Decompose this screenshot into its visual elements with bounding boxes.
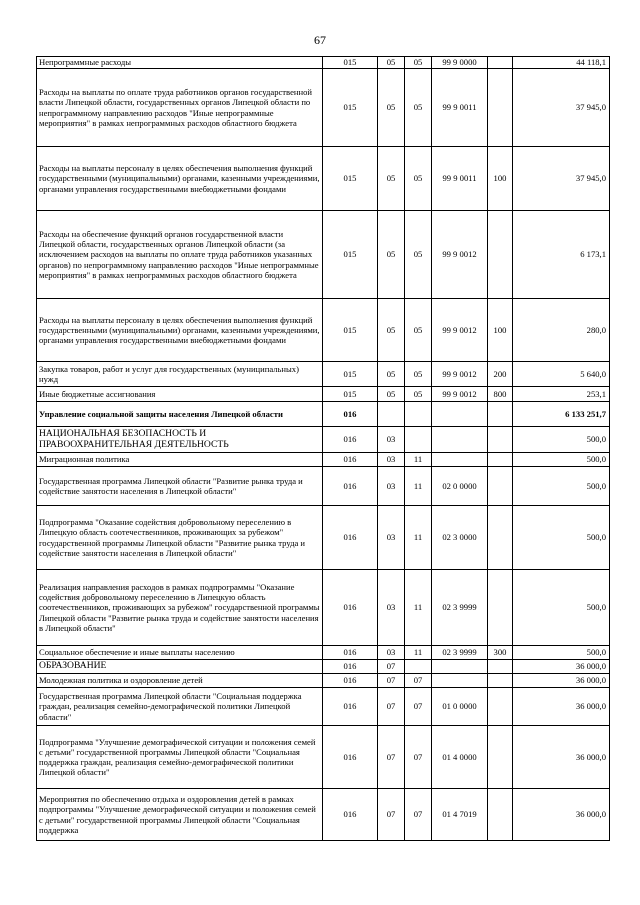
table-row bbox=[37, 387, 610, 402]
section-code-cell: 03 bbox=[378, 646, 405, 660]
amount-cell: 37 945,0 bbox=[513, 147, 610, 211]
section-code-cell: 07 bbox=[378, 660, 405, 674]
subsection-code-cell: 05 bbox=[405, 387, 432, 402]
table-row bbox=[37, 147, 610, 211]
subsection-code-cell bbox=[405, 427, 432, 453]
expense-type-cell bbox=[488, 726, 513, 789]
section-code-cell: 05 bbox=[378, 299, 405, 362]
row-name-cell: Иные бюджетные ассигнования bbox=[37, 387, 323, 402]
row-name-cell: Подпрограмма "Оказание содействия добровольному переселению в Липецкую область соотечественников, проживающих за рубежом" государственной программы Липецкой области "Развитие рынка труда и содействие занятости населения в Липецкой области" bbox=[37, 506, 323, 570]
amount-cell: 253,1 bbox=[513, 387, 610, 402]
table-row bbox=[37, 674, 610, 688]
section-code-cell: 05 bbox=[378, 147, 405, 211]
row-name-cell: ОБРАЗОВАНИЕ bbox=[37, 660, 323, 674]
ministry-code-cell: 016 bbox=[323, 427, 378, 453]
row-name-cell: Реализация направления расходов в рамках подпрограммы "Оказание содействия добровольному переселению в Липецкую область соотечественников, проживающих за рубежом" государственной программы Липецкой области "Развитие рынка труда и содействие занятости населения в Липецкой области" bbox=[37, 570, 323, 646]
row-name-cell: Миграционная политика bbox=[37, 453, 323, 467]
row-name-cell: Расходы на выплаты персоналу в целях обеспечения выполнения функций государственными (муниципальными) органами, казенными учреждениями, органами управления государственными внебюджетными фондами bbox=[37, 299, 323, 362]
ministry-code-cell: 015 bbox=[323, 387, 378, 402]
target-article-cell bbox=[432, 402, 488, 427]
target-article-cell: 02 3 9999 bbox=[432, 570, 488, 646]
section-code-cell: 05 bbox=[378, 362, 405, 387]
section-code-cell: 03 bbox=[378, 427, 405, 453]
subsection-code-cell bbox=[405, 660, 432, 674]
table-row bbox=[37, 570, 610, 646]
table-row bbox=[37, 453, 610, 467]
expense-type-cell bbox=[488, 789, 513, 841]
row-name-cell: Расходы на обеспечение функций органов государственной власти Липецкой области, государственных органов Липецкой области (за исключением расходов на выплаты по оплате труда работников указанных органов) по непрограммному направлению расходов "Иные непрограммные мероприятия" в рамках непрограммных расходов областного бюджета bbox=[37, 211, 323, 299]
amount-cell: 500,0 bbox=[513, 570, 610, 646]
target-article-cell: 99 9 0012 bbox=[432, 387, 488, 402]
amount-cell: 280,0 bbox=[513, 299, 610, 362]
amount-cell: 500,0 bbox=[513, 427, 610, 453]
amount-cell: 36 000,0 bbox=[513, 688, 610, 726]
amount-cell: 36 000,0 bbox=[513, 726, 610, 789]
subsection-code-cell: 07 bbox=[405, 688, 432, 726]
target-article-cell: 99 9 0000 bbox=[432, 57, 488, 69]
target-article-cell: 02 0 0000 bbox=[432, 467, 488, 506]
expense-type-cell bbox=[488, 427, 513, 453]
subsection-code-cell: 11 bbox=[405, 467, 432, 506]
amount-cell: 500,0 bbox=[513, 453, 610, 467]
expense-type-cell bbox=[488, 570, 513, 646]
ministry-code-cell: 016 bbox=[323, 688, 378, 726]
target-article-cell: 99 9 0011 bbox=[432, 69, 488, 147]
target-article-cell: 99 9 0011 bbox=[432, 147, 488, 211]
ministry-code-cell: 016 bbox=[323, 453, 378, 467]
section-code-cell: 05 bbox=[378, 387, 405, 402]
expense-type-cell: 300 bbox=[488, 646, 513, 660]
expense-type-cell: 100 bbox=[488, 299, 513, 362]
expense-type-cell bbox=[488, 506, 513, 570]
row-name-cell: Непрограммные расходы bbox=[37, 57, 323, 69]
row-name-cell: Мероприятия по обеспечению отдыха и оздоровления детей в рамках подпрограммы "Улучшение демографической ситуации и положения семей с детьми" государственной программы Липецкой области "Социальная поддержка bbox=[37, 789, 323, 841]
expense-type-cell bbox=[488, 211, 513, 299]
amount-cell: 6 173,1 bbox=[513, 211, 610, 299]
ministry-code-cell: 016 bbox=[323, 570, 378, 646]
amount-cell: 44 118,1 bbox=[513, 57, 610, 69]
row-name-cell: Подпрограмма "Улучшение демографической ситуации и положения семей с детьми" государственной программы Липецкой области "Социальная поддержка граждан, реализация семейно-демографической политики Липецкой области" bbox=[37, 726, 323, 789]
ministry-code-cell: 016 bbox=[323, 467, 378, 506]
target-article-cell: 02 3 9999 bbox=[432, 646, 488, 660]
table-row bbox=[37, 402, 610, 427]
section-code-cell: 03 bbox=[378, 467, 405, 506]
expense-type-cell bbox=[488, 453, 513, 467]
section-code-cell: 03 bbox=[378, 570, 405, 646]
row-name-cell: Расходы на выплаты по оплате труда работников органов государственной власти Липецкой области, государственных органов Липецкой области по непрограммному направлению расходов "Иные непрограммные мероприятия" в рамках непрограммных расходов областного бюджета bbox=[37, 69, 323, 147]
subsection-code-cell: 11 bbox=[405, 453, 432, 467]
ministry-code-cell: 015 bbox=[323, 69, 378, 147]
section-code-cell: 05 bbox=[378, 69, 405, 147]
row-name-cell: НАЦИОНАЛЬНАЯ БЕЗОПАСНОСТЬ И ПРАВООХРАНИТЕЛЬНАЯ ДЕЯТЕЛЬНОСТЬ bbox=[37, 427, 323, 453]
table-row bbox=[37, 57, 610, 69]
amount-cell: 36 000,0 bbox=[513, 674, 610, 688]
target-article-cell bbox=[432, 453, 488, 467]
expense-type-cell bbox=[488, 467, 513, 506]
row-name-cell: Государственная программа Липецкой области "Развитие рынка труда и содействие занятости населения в Липецкой области" bbox=[37, 467, 323, 506]
ministry-code-cell: 016 bbox=[323, 402, 378, 427]
subsection-code-cell bbox=[405, 402, 432, 427]
expense-type-cell bbox=[488, 660, 513, 674]
table-row bbox=[37, 506, 610, 570]
section-code-cell: 03 bbox=[378, 453, 405, 467]
expense-type-cell bbox=[488, 57, 513, 69]
ministry-code-cell: 016 bbox=[323, 726, 378, 789]
row-name-cell: Государственная программа Липецкой области "Социальная поддержка граждан, реализация семейно-демографической политики Липецкой области" bbox=[37, 688, 323, 726]
expense-type-cell: 200 bbox=[488, 362, 513, 387]
ministry-code-cell: 015 bbox=[323, 299, 378, 362]
ministry-code-cell: 016 bbox=[323, 674, 378, 688]
ministry-code-cell: 016 bbox=[323, 660, 378, 674]
target-article-cell: 99 9 0012 bbox=[432, 362, 488, 387]
section-code-cell: 05 bbox=[378, 211, 405, 299]
amount-cell: 36 000,0 bbox=[513, 660, 610, 674]
section-code-cell: 07 bbox=[378, 674, 405, 688]
target-article-cell bbox=[432, 427, 488, 453]
table-row bbox=[37, 688, 610, 726]
subsection-code-cell: 07 bbox=[405, 674, 432, 688]
amount-cell: 6 133 251,7 bbox=[513, 402, 610, 427]
subsection-code-cell: 05 bbox=[405, 57, 432, 69]
table-row bbox=[37, 299, 610, 362]
section-code-cell bbox=[378, 402, 405, 427]
ministry-code-cell: 015 bbox=[323, 147, 378, 211]
table-row bbox=[37, 427, 610, 453]
subsection-code-cell: 11 bbox=[405, 646, 432, 660]
table-row bbox=[37, 69, 610, 147]
target-article-cell bbox=[432, 660, 488, 674]
ministry-code-cell: 016 bbox=[323, 506, 378, 570]
row-name-cell: Социальное обеспечение и иные выплаты населению bbox=[37, 646, 323, 660]
amount-cell: 500,0 bbox=[513, 467, 610, 506]
target-article-cell: 99 9 0012 bbox=[432, 299, 488, 362]
ministry-code-cell: 016 bbox=[323, 789, 378, 841]
ministry-code-cell: 016 bbox=[323, 646, 378, 660]
section-code-cell: 07 bbox=[378, 726, 405, 789]
expense-type-cell bbox=[488, 402, 513, 427]
subsection-code-cell: 05 bbox=[405, 69, 432, 147]
row-name-cell: Расходы на выплаты персоналу в целях обеспечения выполнения функций государственными (муниципальными) органами, казенными учреждениями, органами управления государственными внебюджетными фондами bbox=[37, 147, 323, 211]
subsection-code-cell: 05 bbox=[405, 299, 432, 362]
subsection-code-cell: 11 bbox=[405, 506, 432, 570]
section-code-cell: 07 bbox=[378, 688, 405, 726]
table-row bbox=[37, 789, 610, 841]
row-name-cell: Закупка товаров, работ и услуг для государственных (муниципальных) нужд bbox=[37, 362, 323, 387]
page-number: 67 bbox=[314, 33, 326, 47]
table-row bbox=[37, 362, 610, 387]
subsection-code-cell: 05 bbox=[405, 147, 432, 211]
subsection-code-cell: 07 bbox=[405, 789, 432, 841]
amount-cell: 500,0 bbox=[513, 646, 610, 660]
expense-type-cell bbox=[488, 674, 513, 688]
row-name-cell: Молодежная политика и оздоровление детей bbox=[37, 674, 323, 688]
budget-table bbox=[36, 56, 610, 841]
ministry-code-cell: 015 bbox=[323, 211, 378, 299]
table-row bbox=[37, 467, 610, 506]
ministry-code-cell: 015 bbox=[323, 362, 378, 387]
table-row bbox=[37, 660, 610, 674]
subsection-code-cell: 05 bbox=[405, 362, 432, 387]
ministry-code-cell: 015 bbox=[323, 57, 378, 69]
target-article-cell: 02 3 0000 bbox=[432, 506, 488, 570]
amount-cell: 36 000,0 bbox=[513, 789, 610, 841]
section-code-cell: 03 bbox=[378, 506, 405, 570]
amount-cell: 5 640,0 bbox=[513, 362, 610, 387]
expense-type-cell: 800 bbox=[488, 387, 513, 402]
row-name-cell: Управление социальной защиты населения Липецкой области bbox=[37, 402, 323, 427]
table-row bbox=[37, 211, 610, 299]
expense-type-cell: 100 bbox=[488, 147, 513, 211]
target-article-cell: 01 0 0000 bbox=[432, 688, 488, 726]
target-article-cell: 99 9 0012 bbox=[432, 211, 488, 299]
table-row bbox=[37, 726, 610, 789]
expense-type-cell bbox=[488, 688, 513, 726]
section-code-cell: 05 bbox=[378, 57, 405, 69]
amount-cell: 500,0 bbox=[513, 506, 610, 570]
expense-type-cell bbox=[488, 69, 513, 147]
section-code-cell: 07 bbox=[378, 789, 405, 841]
target-article-cell: 01 4 7019 bbox=[432, 789, 488, 841]
target-article-cell bbox=[432, 674, 488, 688]
subsection-code-cell: 07 bbox=[405, 726, 432, 789]
table-row bbox=[37, 646, 610, 660]
amount-cell: 37 945,0 bbox=[513, 69, 610, 147]
target-article-cell: 01 4 0000 bbox=[432, 726, 488, 789]
subsection-code-cell: 11 bbox=[405, 570, 432, 646]
subsection-code-cell: 05 bbox=[405, 211, 432, 299]
